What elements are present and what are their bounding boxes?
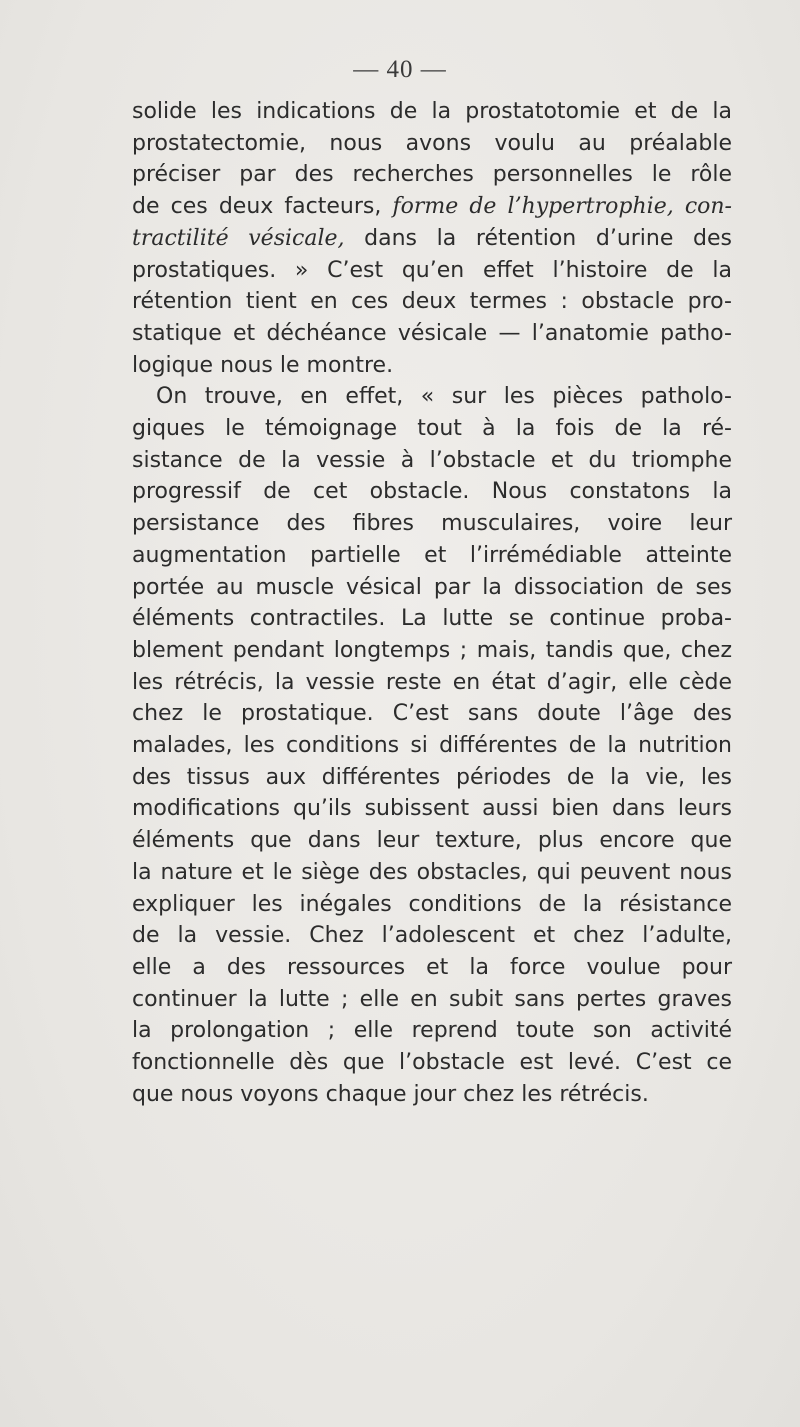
text-run: dans la rétention d’urine des: [344, 225, 732, 251]
text-line: [132, 223, 732, 255]
text-line: persistance des fibres musculaires, voire leur: [132, 511, 732, 537]
text-line: [132, 191, 732, 223]
text-line: malades, les conditions si différentes de la nutrition: [132, 733, 732, 759]
text-line: logique nous le montre.: [132, 352, 394, 378]
text-line: les rétrécis, la vessie reste en état d’agir, elle cède: [132, 669, 732, 695]
text-line: prostatiques. » C’est qu’en effet l’histoire de la: [132, 257, 732, 283]
text-line: chez le prostatique. C’est sans doute l’âge des: [132, 701, 732, 727]
text-line: rétention tient en ces deux termes : obstacle pro-: [132, 289, 732, 315]
text-line: elle a des ressources et la force voulue pour: [132, 954, 732, 980]
page-number: — 40 —: [353, 56, 447, 83]
text-line: de la vessie. Chez l’adolescent et chez l’adulte,: [132, 923, 732, 949]
text-line: solide les indications de la prostatotomie et de la: [132, 99, 732, 124]
text-line: que nous voyons chaque jour chez les rétrécis.: [132, 1081, 649, 1107]
body-text: [132, 96, 732, 1111]
text-run: de ces deux facteurs,: [132, 194, 393, 220]
italic-phrase: tractilité vésicale,: [132, 225, 345, 251]
text-line: continuer la lutte ; elle en subit sans pertes graves: [132, 986, 732, 1012]
text-line: progressif de cet obstacle. Nous constatons la: [132, 479, 732, 505]
italic-phrase: forme de l’hypertrophie, con-: [392, 194, 732, 220]
text-line: des tissus aux différentes périodes de la vie, les: [132, 764, 732, 790]
text-line: la nature et le siège des obstacles, qui peuvent nous: [132, 859, 732, 885]
text-line: On trouve, en effet, « sur les pièces patholo-: [156, 384, 732, 410]
text-line: préciser par des recherches personnelles le rôle: [132, 162, 732, 188]
text-line: blement pendant longtemps ; mais, tandis que, chez: [132, 637, 732, 663]
text-line: éléments que dans leur texture, plus encore que: [132, 828, 732, 854]
text-line: expliquer les inégales conditions de la résistance: [132, 891, 732, 917]
text-line: sistance de la vessie à l’obstacle et du triomphe: [132, 447, 732, 473]
text-line: statique et déchéance vésicale — l’anatomie patho-: [132, 320, 732, 346]
text-line: augmentation partielle et l’irrémédiable atteinte: [132, 542, 732, 568]
text-line: la prolongation ; elle reprend toute son activité: [132, 1018, 732, 1044]
text-line: éléments contractiles. La lutte se continue proba-: [132, 606, 732, 632]
text-line: fonctionnelle dès que l’obstacle est levé. C’est ce: [132, 1050, 732, 1076]
text-line: modifications qu’ils subissent aussi bien dans leurs: [132, 796, 732, 822]
text-line: prostatectomie, nous avons voulu au préalable: [132, 130, 732, 156]
text-line: giques le témoignage tout à la fois de la ré-: [132, 416, 732, 442]
text-line: portée au muscle vésical par la dissociation de ses: [132, 574, 732, 600]
